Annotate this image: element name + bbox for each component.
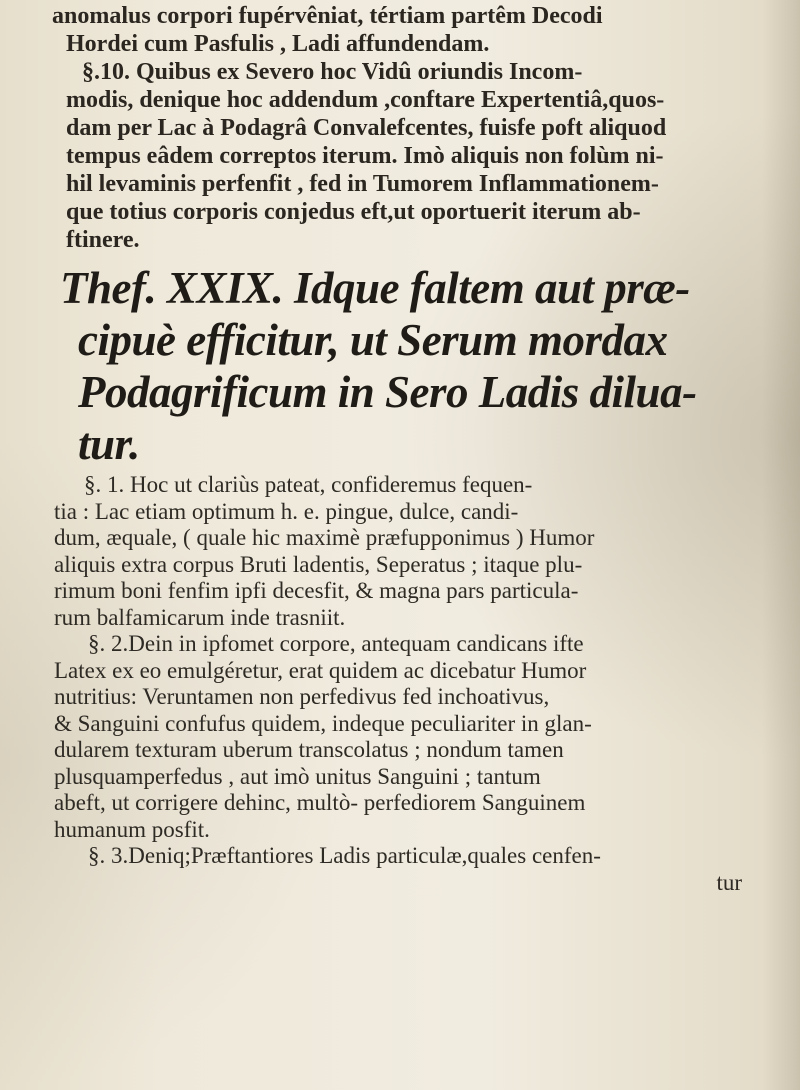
catchword: tur bbox=[716, 869, 742, 895]
text-line: dum, æquale, ( quale hic maximè præfupponimus ) Humor bbox=[54, 525, 595, 550]
thesis-line: cipuè efficitur, ut Serum mordax bbox=[78, 315, 668, 365]
text-line: Latex ex eo emulgéretur, erat quidem ac dicebatur Humor bbox=[54, 657, 587, 683]
text-line: tempus eâdem correptos iterum. Imò aliquis non folùm ni- bbox=[66, 143, 664, 169]
thesis-heading bbox=[52, 262, 772, 470]
text-line: dularem texturam uberum transcolatus ; nondum tamen bbox=[54, 737, 564, 762]
paragraph-top bbox=[52, 2, 772, 254]
text-line: §.10. Quibus ex Severo hoc Vidû oriundis Incom- bbox=[82, 59, 583, 85]
thesis-line: Thef. XXIX. Idque faltem aut præ- bbox=[60, 263, 690, 313]
text-line: aliquis extra corpus Bruti ladentis, Seperatus ; itaque plu- bbox=[54, 551, 583, 577]
text-line: tia : Lac etiam optimum h. e. pingue, dulce, candi- bbox=[54, 498, 519, 524]
thesis-line: Podagrificum in Sero Ladis dilua- bbox=[78, 367, 697, 417]
text-line: humanum posfit. bbox=[54, 816, 210, 842]
paragraph-bottom bbox=[52, 472, 772, 896]
text-line: rum balfamicarum inde trasniit. bbox=[54, 604, 346, 630]
text-line: dam per Lac à Podagrâ Convalefcentes, fuisfe poft aliquod bbox=[66, 115, 667, 141]
text-line: abeft, ut corrigere dehinc, multò- perfediorem Sanguinem bbox=[54, 790, 586, 815]
text-line: nutritius: Veruntamen non perfedivus fed inchoativus, bbox=[54, 684, 550, 709]
text-line: & Sanguini confufus quidem, indeque peculiariter in glan- bbox=[54, 710, 592, 736]
text-line: plusquamperfedus , aut imò unitus Sanguini ; tantum bbox=[54, 763, 541, 789]
text-line: anomalus corpori fupérvêniat, tértiam partêm Decodi bbox=[52, 3, 603, 29]
text-line: modis, denique hoc addendum ,conftare Expertentiâ,quos- bbox=[66, 87, 665, 113]
text-line: que totius corporis conjedus eft,ut oportuerit iterum ab- bbox=[66, 199, 641, 225]
text-line: rimum boni fenfim ipfi decesfit, & magna pars particula- bbox=[54, 578, 579, 603]
text-line: §. 3.Deniq;Præftantiores Ladis particulæ,quales cenfen- bbox=[88, 843, 601, 868]
thesis-line: tur. bbox=[78, 419, 140, 469]
text-line: Hordei cum Pasfulis , Ladi affundendam. bbox=[66, 31, 490, 57]
text-line: hil levaminis perfenfit , fed in Tumorem Inflammationem- bbox=[66, 171, 659, 197]
text-line: ftinere. bbox=[66, 227, 140, 253]
text-line: §. 1. Hoc ut clariùs pateat, confideremus fequen- bbox=[84, 472, 533, 497]
text-line: §. 2.Dein in ipfomet corpore, antequam candicans ifte bbox=[88, 631, 584, 656]
